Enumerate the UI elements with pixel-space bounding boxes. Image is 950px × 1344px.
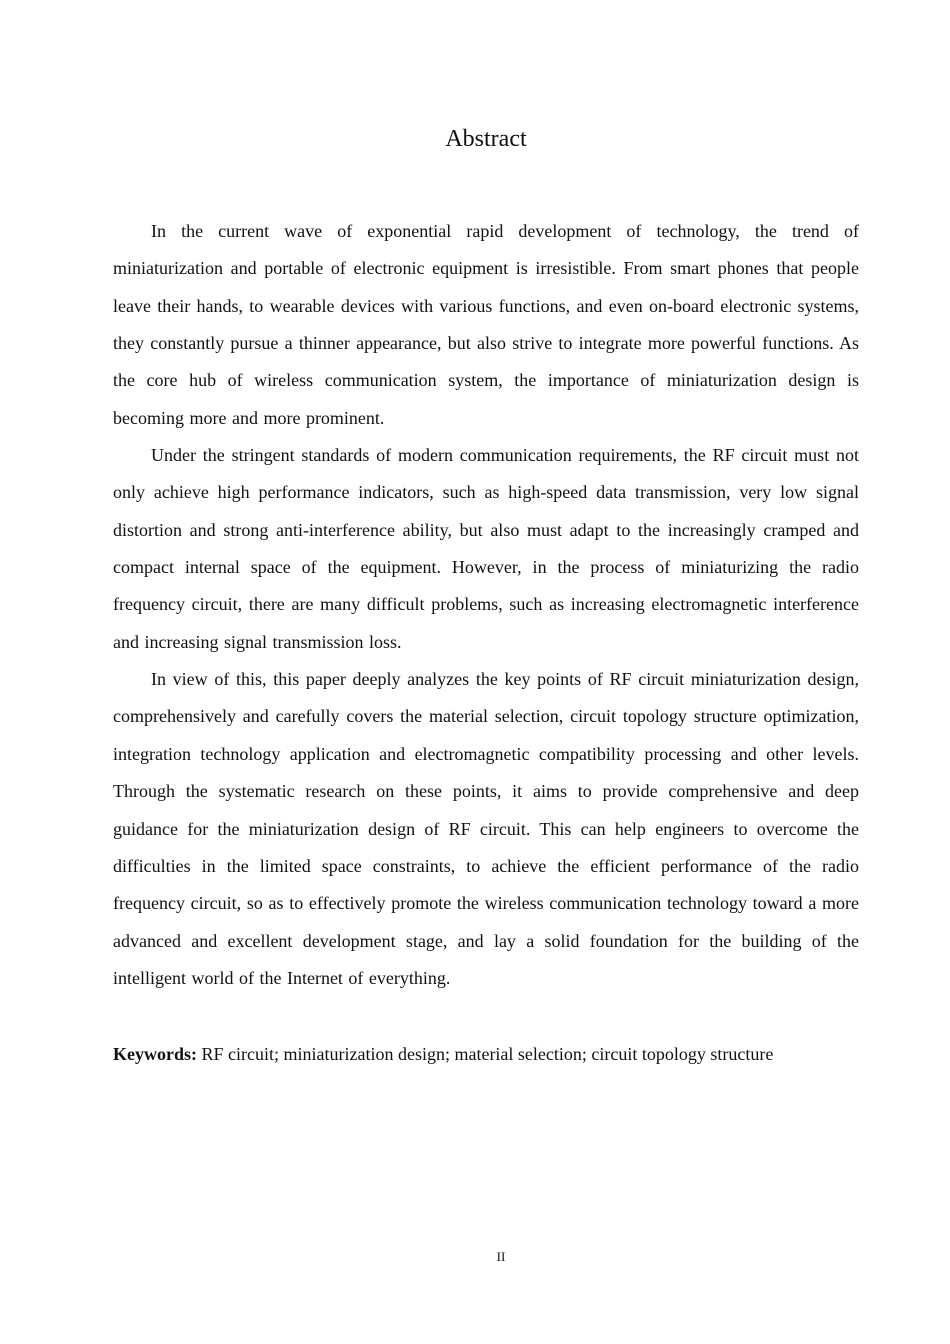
- keywords-line: [113, 1040, 859, 1068]
- page-title: Abstract: [445, 126, 527, 152]
- abstract-body: [113, 213, 859, 997]
- keywords-text: RF circuit; miniaturization design; material selection; circuit topology structure: [201, 1044, 774, 1064]
- abstract-paragraph-2: Under the stringent standards of modern communication requirements, the RF circuit must not only achieve high performance indicators, such as high-speed data transmission, very low signal distortion and strong anti-interference ability, but also must adapt to the increasingly cramped and compact internal space of the equipment. However, in the process of miniaturizing the radio frequency circuit, there are many difficult problems, such as increasing electromagnetic interference and increasing signal transmission loss.: [113, 445, 859, 652]
- page-number: II: [496, 1249, 506, 1264]
- keywords-label: Keywords:: [113, 1044, 197, 1064]
- abstract-paragraph-3: In view of this, this paper deeply analyzes the key points of RF circuit miniaturization design, comprehensively and carefully covers the material selection, circuit topology structure optimization, integration technology application and electromagnetic compatibility processing and other levels. Through the systematic research on these points, it aims to provide comprehensive and deep guidance for the miniaturization design of RF circuit. This can help engineers to overcome the difficulties in the limited space constraints, to achieve the efficient performance of the radio frequency circuit, so as to effectively promote the wireless communication technology toward a more advanced and excellent development stage, and lay a solid foundation for the building of the intelligent world of the Internet of everything.: [113, 669, 859, 988]
- abstract-paragraph-1: In the current wave of exponential rapid development of technology, the trend of miniaturization and portable of electronic equipment is irresistible. From smart phones that people leave their hands, to wearable devices with various functions, and even on-board electronic systems, they constantly pursue a thinner appearance, but also strive to integrate more powerful functions. As the core hub of wireless communication system, the importance of miniaturization design is becoming more and more prominent.: [113, 221, 859, 428]
